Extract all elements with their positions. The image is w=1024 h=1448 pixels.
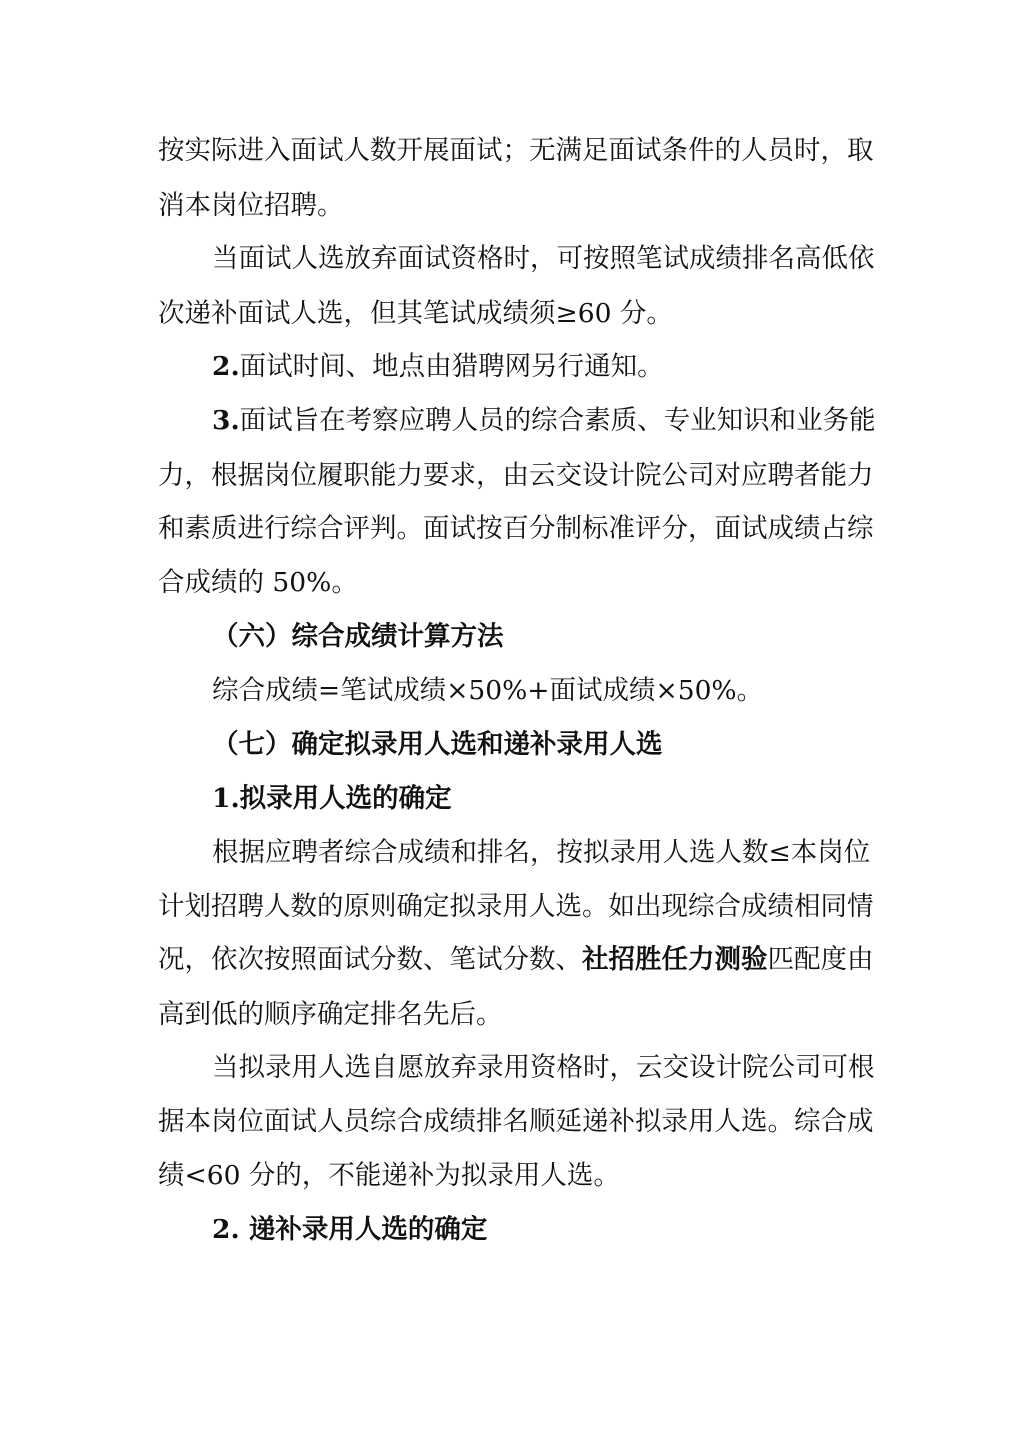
item-text: 面试旨在考察应聘人员的综合素质、专业知识和业务能 xyxy=(239,405,876,436)
paragraph-line xyxy=(158,942,874,978)
text-segment: 匹配度由 xyxy=(767,944,874,975)
paragraph-line: 力，根据岗位履职能力要求，由云交设计院公司对应聘者能力 xyxy=(158,460,874,491)
paragraph-line: 次递补面试人选，但其笔试成绩须≥60 分。 xyxy=(158,298,673,329)
paragraph-line: 计划招聘人数的原则确定拟录用人选。如出现综合成绩相同情 xyxy=(158,891,874,922)
text-segment: 况，依次按照面试分数、笔试分数、 xyxy=(158,944,582,975)
paragraph-line: 据本岗位面试人员综合成绩排名顺延递补拟录用人选。综合成 xyxy=(158,1106,874,1137)
paragraph-line: 当拟录用人选自愿放弃录用资格时，云交设计院公司可根 xyxy=(212,1052,875,1083)
formula-line: 综合成绩=笔试成绩×50%+面试成绩×50%。 xyxy=(212,675,764,706)
paragraph-line: 当面试人选放弃面试资格时，可按照笔试成绩排名高低依 xyxy=(212,243,875,274)
paragraph-line: 合成绩的 50%。 xyxy=(158,567,358,598)
paragraph-line xyxy=(212,349,870,385)
item-number: 3. xyxy=(212,405,240,436)
subsection-heading: 1.拟录用人选的确定 xyxy=(212,783,452,814)
item-text: 面试时间、地点由猎聘网另行通知。 xyxy=(239,351,664,382)
paragraph-line: 高到低的顺序确定排名先后。 xyxy=(158,999,503,1030)
paragraph-line: 消本岗位招聘。 xyxy=(158,190,344,221)
paragraph-line: 和素质进行综合评判。面试按百分制标准评分，面试成绩占综 xyxy=(158,513,874,544)
paragraph-line: 按实际进入面试人数开展面试；无满足面试条件的人员时，取 xyxy=(158,135,874,166)
item-number: 2. xyxy=(212,351,240,382)
paragraph-line: 绩<60 分的，不能递补为拟录用人选。 xyxy=(158,1160,620,1191)
paragraph-line xyxy=(212,403,876,439)
section-heading: （七）确定拟录用人选和递补录用人选 xyxy=(212,729,663,760)
paragraph-line: 根据应聘者综合成绩和排名，按拟录用人选人数≤本岗位 xyxy=(212,837,871,868)
section-heading: （六）综合成绩计算方法 xyxy=(212,621,504,652)
bold-term: 社招胜任力测验 xyxy=(582,944,768,975)
subsection-heading: 2. 递补录用人选的确定 xyxy=(212,1214,488,1245)
